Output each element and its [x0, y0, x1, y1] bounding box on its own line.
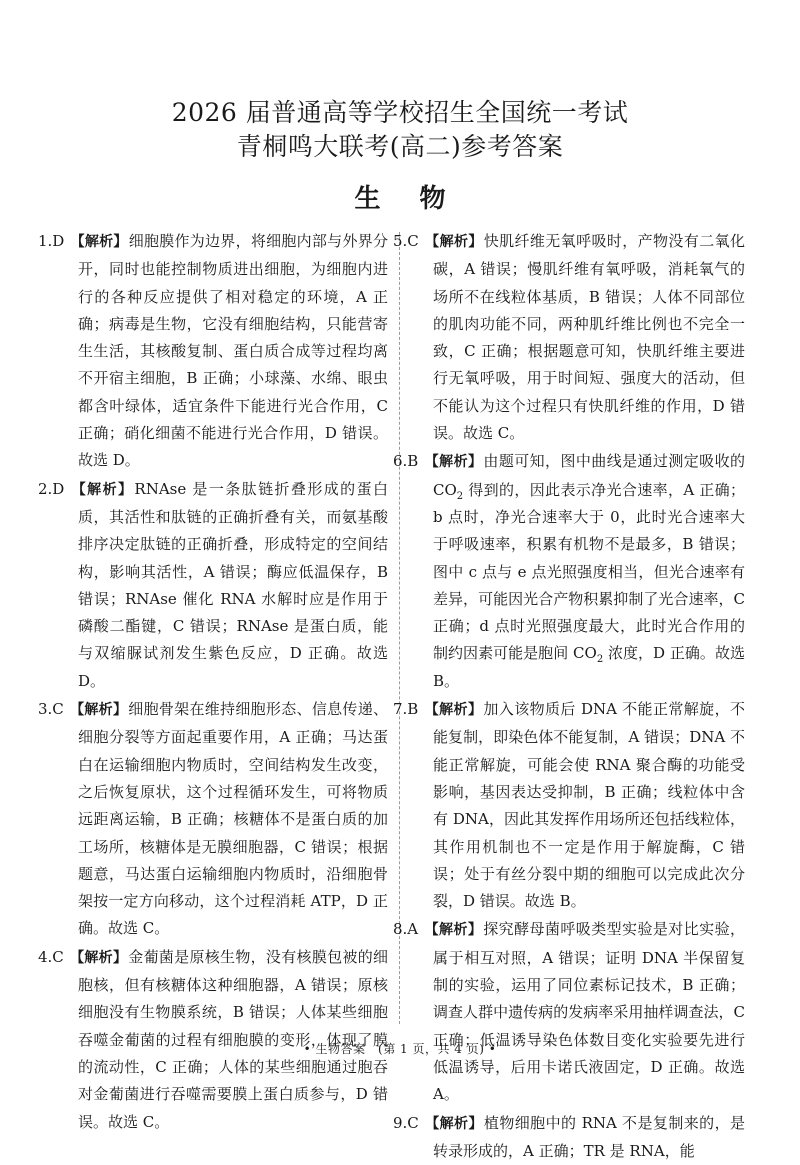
answer-item-3	[58, 696, 388, 943]
answer-number: 1.D	[58, 228, 64, 255]
analysis-tag: 【解析】	[70, 702, 127, 718]
answer-number: 5.C	[413, 228, 419, 255]
answer-number: 6.B	[413, 448, 418, 475]
answer-text: 探究酵母菌呼吸类型实验是对比实验，属于相互对照，A 错误；证明 DNA 半保留复制的实验，运用了同位素标记技术，B 正确；调查人群中遗传病的发病率采用抽样调查法，C 正确；低温诱导染色体数目变化实验要先进行低温诱导，后用卡诺氏液固定，D 正确。故选 A。	[433, 920, 745, 1103]
answer-item-2	[58, 476, 388, 695]
subscript: 2	[597, 654, 603, 665]
answer-text: 得到的，因此表示净光合速率，A 正确；b 点时，净光合速率大于 0，此时光合速率大于呼吸速率，积累有机物不是最多，B 错误；图中 c 点与 e 点光照强度相当，但光合速率有差异，可能因光合产物积累抑制了光合速率，C 正确；d 点时光照强度最大，此时光合作用的制约因素可能是胞间 CO	[433, 481, 745, 663]
analysis-tag: 【解析】	[424, 702, 482, 718]
answer-item-5	[413, 228, 745, 447]
exam-title: 2026 届普通高等学校招生全国统一考试	[0, 98, 800, 128]
analysis-tag: 【解析】	[70, 234, 127, 250]
column-divider	[399, 232, 400, 1024]
answer-text: 快肌纤维无氧呼吸时，产物没有二氧化碳，A 错误；慢肌纤维有氧呼吸，消耗氧气的场所不在线粒体基质，B 错误；人体不同部位的肌肉功能不同，两种肌纤维比例也不完全一致，C 正确；根据题意可知，快肌纤维主要进行无氧呼吸，用于时间短、强度大的活动，但不能认为这个过程只有快肌纤维的作用，D 错误。故选 C。	[433, 232, 745, 442]
answer-item-8	[413, 916, 745, 1108]
answer-number: 9.C	[413, 1110, 419, 1137]
page-footer: • 生物答案 (第 1 页，共 4 页) •	[0, 1040, 800, 1057]
analysis-tag: 【解析】	[425, 234, 483, 250]
answer-number: 4.C	[58, 944, 64, 971]
analysis-tag: 【解析】	[424, 922, 482, 938]
answer-number: 2.D	[58, 476, 64, 503]
analysis-tag: 【解析】	[70, 482, 133, 498]
answer-item-6	[413, 448, 745, 695]
answer-text: 金葡菌是原核生物，没有核膜包被的细胞核，但有核糖体这种细胞器，A 错误；原核细胞没有生物膜系统，B 错误；人体某些细胞吞噬金葡菌的过程有细胞膜的变形，体现了膜的流动性，C 正确；人体的某些细胞通过胞吞对金葡菌进行吞噬需要膜上蛋白质参与，D 错误。故选 C。	[78, 948, 388, 1131]
answer-text: RNAse 是一条肽链折叠形成的蛋白质，其活性和肽链的正确折叠有关，而氨基酸排序决定肽链的正确折叠，形成特定的空间结构，影响其活性，A 错误；酶应低温保存，B 错误；RNAse 催化 RNA 水解时应是作用于磷酸二酯键，C 错误；RNAse 是蛋白质，能与双缩脲试剂发生紫色反应，D 正确。故选 D。	[78, 480, 388, 690]
subject-heading: 生 物	[0, 183, 800, 215]
answer-number: 3.C	[58, 696, 64, 723]
answer-item-7	[413, 696, 745, 915]
answer-text: 浓度，D 正确。故选 B。	[433, 644, 745, 689]
analysis-tag: 【解析】	[424, 454, 482, 470]
answer-number: 8.A	[413, 916, 418, 943]
answer-text: 细胞骨架在维持细胞形态、信息传递、细胞分裂等方面起重要作用，A 正确；马达蛋白在运输细胞内物质时，空间结构发生改变，之后恢复原状，这个过程循环发生，可将物质远距离运输，B 正确；核糖体不是蛋白质的加工场所，核糖体是无膜细胞器，C 错误；根据题意，马达蛋白运输细胞内物质时，沿细胞骨架按一定方向移动，这个过程消耗 ATP，D 正确。故选 C。	[78, 700, 388, 937]
answer-item-9	[413, 1110, 745, 1165]
analysis-tag: 【解析】	[70, 950, 127, 966]
answer-number: 7.B	[413, 696, 418, 723]
left-column	[58, 228, 388, 1137]
answer-item-1	[58, 228, 388, 475]
analysis-tag: 【解析】	[425, 1116, 483, 1132]
answer-text: 加入该物质后 DNA 不能正常解旋，不能复制，即染色体不能复制，A 错误；DNA 不能正常解旋，可能会使 RNA 聚合酶的功能受影响，基因表达受抑制，B 正确；线粒体中含有 DNA，因此其发挥作用场所还包括线粒体，其作用机制也不一定是作用于解旋酶，C 错误；处于有丝分裂中期的细胞可以完成此次分裂，D 错误。故选 B。	[433, 700, 745, 910]
answer-text: 植物细胞中的 RNA 不是复制来的，是转录形成的，A 正确；TR 是 RNA，能	[433, 1114, 745, 1160]
answer-text: 由题可知，图中曲线是通过测定吸收的 CO	[433, 452, 745, 498]
answer-text: 细胞膜作为边界，将细胞内部与外界分开，同时也能控制物质进出细胞，为细胞内进行的各种反应提供了相对稳定的环境，A 正确；病毒是生物，它没有细胞结构，只能营寄生生活，其核酸复制、蛋白质合成等过程均离不开宿主细胞，B 正确；小球藻、水绵、眼虫都含叶绿体，适宜条件下能进行光合作用，C 正确；硝化细菌不能进行光合作用，D 错误。故选 D。	[78, 232, 388, 469]
right-column	[413, 228, 745, 1165]
subscript: 2	[457, 491, 463, 502]
exam-subtitle: 青桐鸣大联考(高二)参考答案	[0, 132, 800, 162]
